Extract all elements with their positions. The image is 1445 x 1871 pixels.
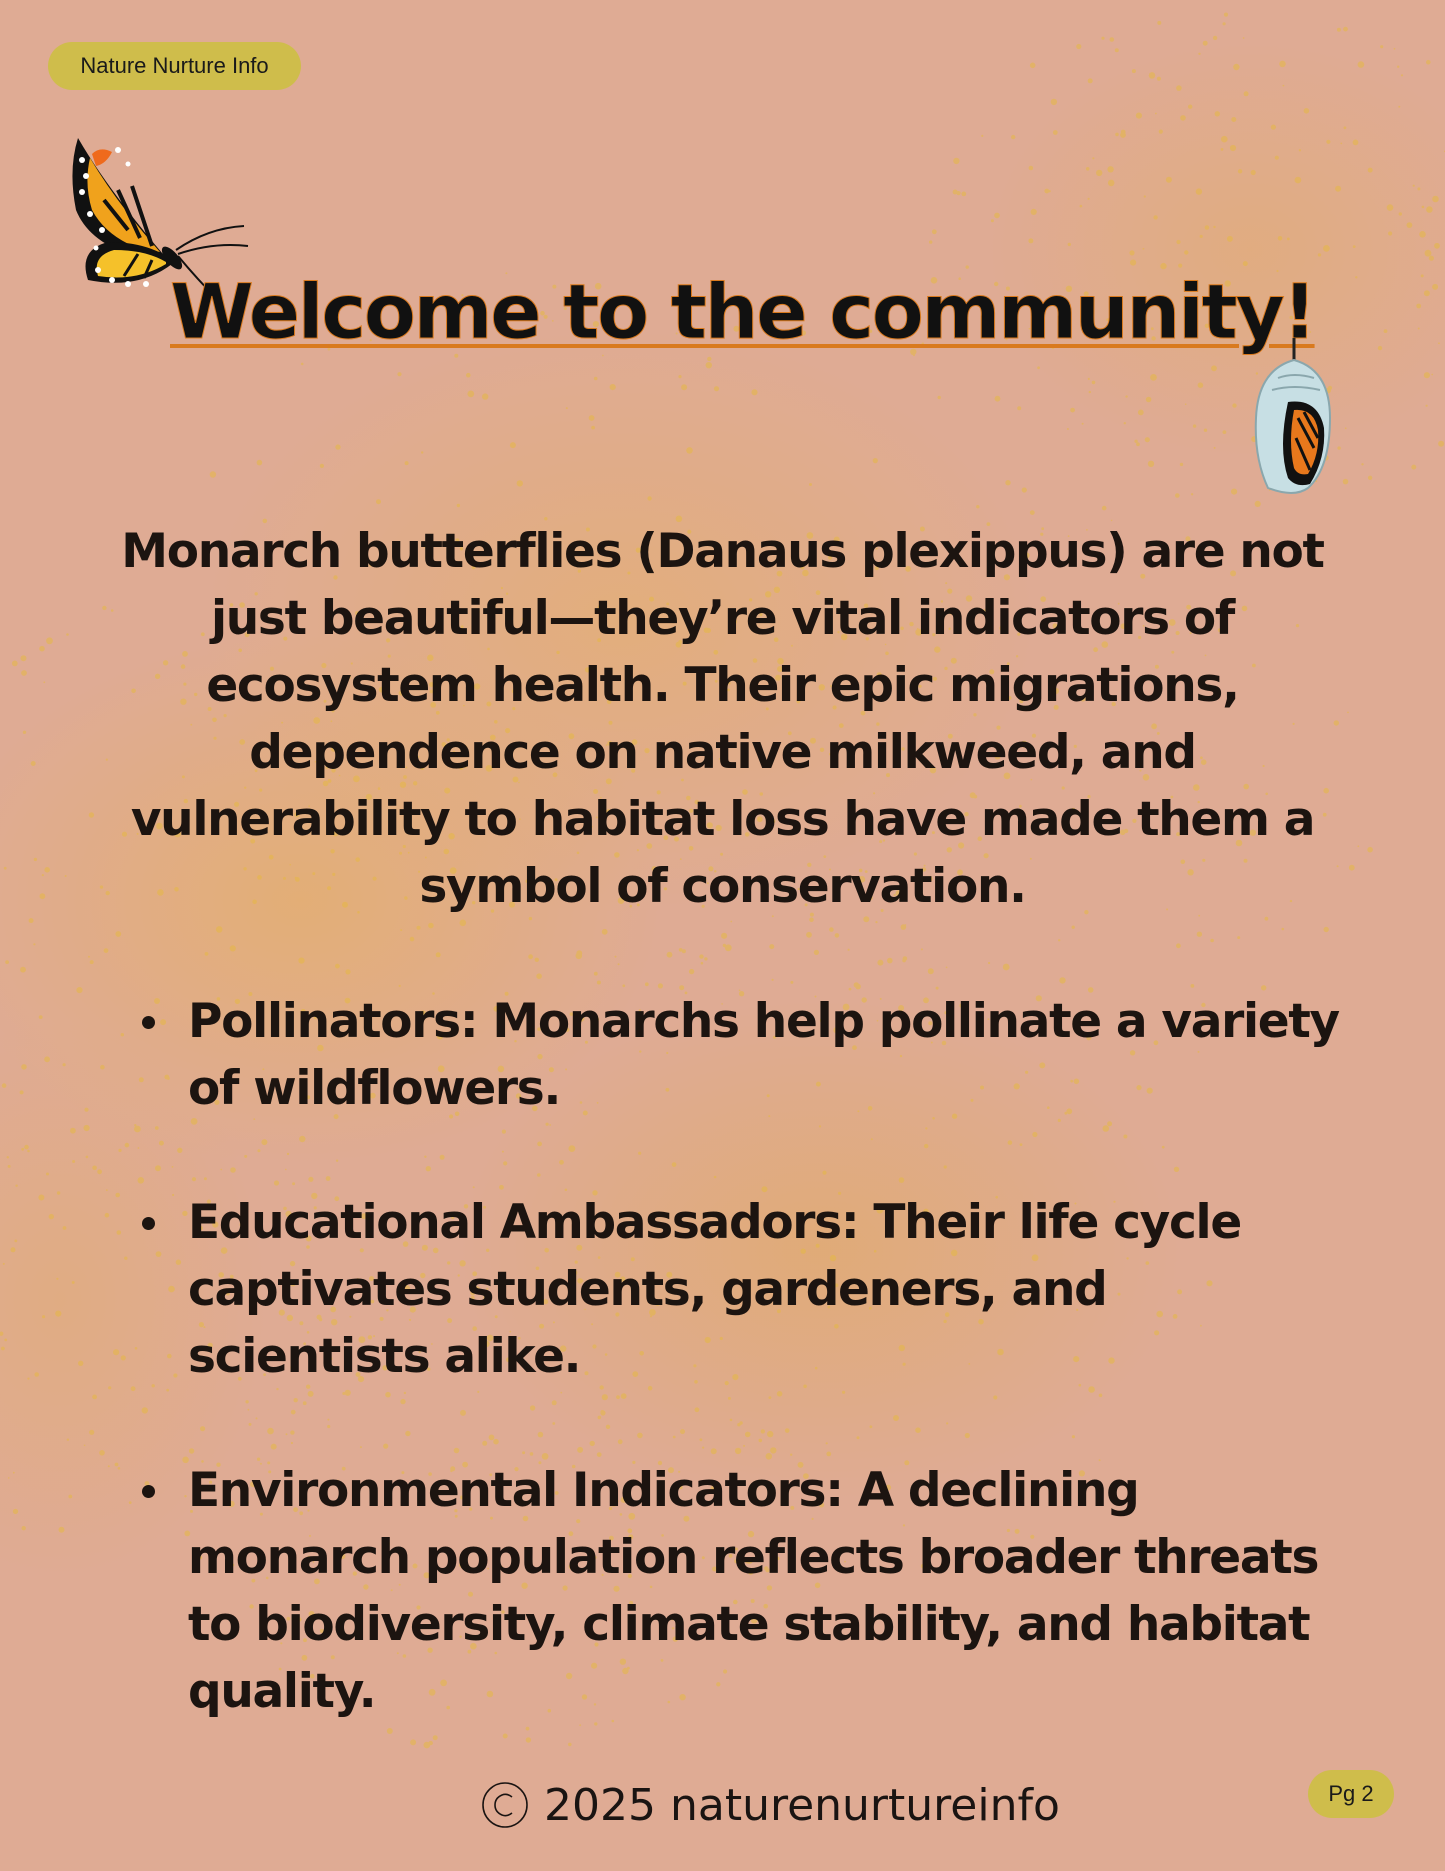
footer-copyright — [480, 1776, 1060, 1834]
copyright-text: 2025 naturenurtureinfo — [544, 1779, 1060, 1831]
list-item — [188, 1457, 1348, 1725]
list-item-text: Educational Ambassadors: Their life cycle captivates students, gardeners, and scientists alike. — [188, 1195, 1241, 1384]
chrysalis-icon — [1248, 338, 1340, 498]
intro-paragraph: Monarch butterflies (Danaus plexippus) are not just beautiful—they’re vital indicators of ecosystem health. Their epic migrations, dependence on native milkweed, and vulnerability to habitat loss have made them a symbol of conservation. — [121, 524, 1324, 914]
list-item-text: Environmental Indicators: A declining monarch population reflects broader threats to biodiversity, climate stability, and habitat quality. — [188, 1463, 1319, 1719]
benefits-list — [188, 988, 1348, 1725]
list-item — [188, 1189, 1348, 1390]
page-title: Welcome to the community! — [170, 267, 1315, 356]
bullet-icon — [142, 1485, 155, 1498]
bullet-icon — [142, 1016, 155, 1029]
copyright-icon — [480, 1780, 530, 1830]
list-item-text: Pollinators: Monarchs help pollinate a variety of wildflowers. — [188, 994, 1339, 1116]
list-item — [188, 988, 1348, 1122]
bullet-icon — [142, 1217, 155, 1230]
page-number-badge — [1308, 1770, 1394, 1818]
page-number: Pg 2 — [1328, 1781, 1374, 1806]
brand-badge — [48, 42, 301, 90]
brand-label: Nature Nurture Info — [80, 53, 269, 78]
